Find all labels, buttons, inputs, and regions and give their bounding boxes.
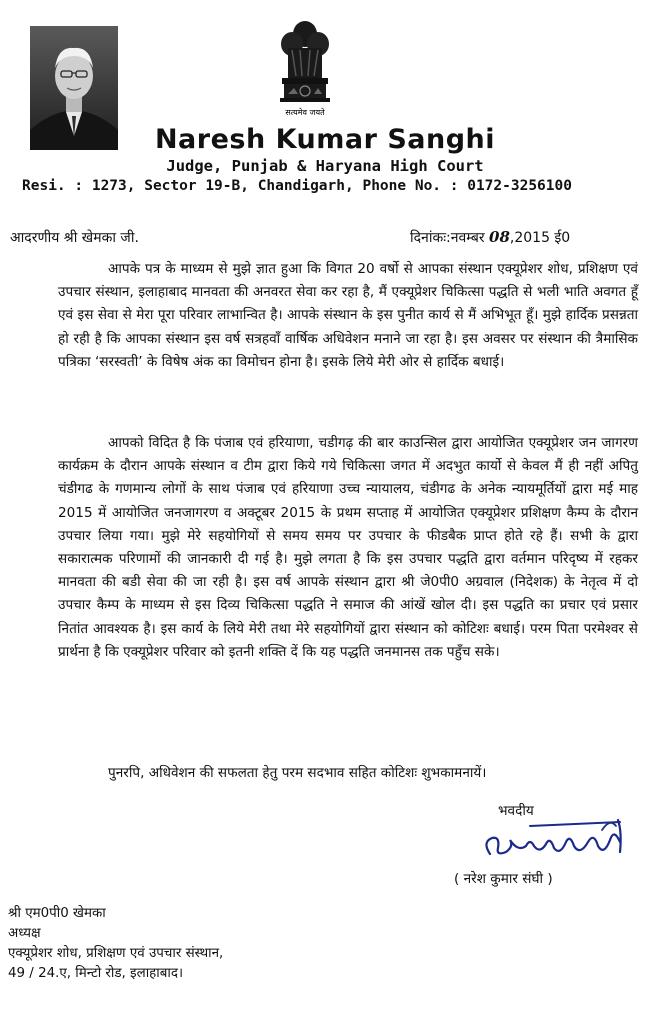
- closing: भवदीय: [498, 803, 534, 819]
- recipient-address: 49 / 24.ए, मिन्टो रोड, इलाहाबाद।: [8, 966, 184, 981]
- emblem-motto: सत्यमेव जयते: [285, 108, 325, 117]
- recipient-name: श्री एम0पी0 खेमका: [8, 906, 106, 921]
- signer-name: ( नरेश कुमार संघी ): [454, 871, 553, 887]
- body-paragraph-1: आपके पत्र के माध्यम से मुझे ज्ञात हुआ कि विगत 20 वर्षो से आपका संस्थान एक्यूप्रेशर शोध, प्रशिक्षण एवं उपचार संस्थान, इलाहाबाद मानवता की अनवरत सेवा कर रहा है, मैं एक्यूप्रेशर चिकित्सा पद्धति से भली भाति अवगत हूँ एवं इस सेवा से मेरा पूरा परिवार लाभान्वित है। आपके संस्थान के इस पुनीत कार्य से मैं अभिभूत हूँ। मुझे हार्दिक प्रसन्नता हो रही है कि आपका संस्थान इस वर्ष सत्रहवाँ वार्षिक अधिवेशन मनाने जा रहा है। इस अवसर पर संस्थान की त्रैमासिक पत्रिका ‘सरस्वती’ के विषेष अंक का विमोचन होना है। इसके लिये मेरी ओर से हार्दिक बधाई।: [58, 261, 638, 370]
- letter-date: [410, 228, 570, 247]
- letterhead-residence: Resi. : 1273, Sector 19-B, Chandigarh, Phone No. : 0172-3256100: [22, 178, 572, 194]
- date-prefix: दिनांकः:नवम्बर: [410, 230, 485, 246]
- recipient-block: [8, 904, 223, 984]
- body-paragraph-2: आपको विदित है कि पंजाब एवं हरियाणा, चडीगढ़ की बार काउन्सिल द्वारा आयोजित एक्यूप्रेशर जन जागरण कार्यक्रम के दौरान आपके संस्थान व टीम द्वारा किये गये चिकित्सा जगत में अदभुत कार्यो से केवल मैं ही नहीं अपितु चंडीगढ के गणमान्य लोगों के साथ पंजाब एवं हरियाणा उच्च न्यायालय, चंडीगढ के अनेक न्यायमूर्तियों द्वारा मई माह 2015 में आयोजित जनजागरण व अक्टूबर 2015 के प्रथम सप्ताह में आयोजित एक्यूप्रेशर प्रशिक्षण कैम्प के दौरान उपचार लिया गया। मुझे मेरे सहयोगियों से समय समय पर उपचार के फीडबैक प्राप्त होते रहे हैं। सभी के द्वारा सकारात्मक परिणामों की जानकारी दी गई है। मुझे लगता है कि इस उपचार पद्धति द्वारा वर्तमान परिदृष्य में रहकर मानवता की बडी सेवा की जा रही है। इस वर्ष आपके संस्थान द्वारा श्री जे0पी0 अग्रवाल (निदेशक) के नेतृत्व में दो उपचार कैम्प के माध्यम से इस दिव्य चिकित्सा पद्धति ने समाज की आंखें खोल दी। इस पद्धति का प्रचार एवं प्रसार नितांत आवश्यक है। इस कार्य के लिये मेरी तथा मेरे सहयोगियों द्वारा संस्थान को कोटिशः बधाई। परम पिता परमेश्वर से प्रार्थना है कि एक्यूप्रेशर परिवार को इतनी शक्ति दें कि यह पद्धति जनमानस तक पहुँच सके।: [58, 435, 638, 660]
- salutation: आदरणीय श्री खेमका जी.: [10, 230, 139, 246]
- letterhead-name: Naresh Kumar Sanghi: [154, 124, 496, 155]
- recipient-organization: एक्यूप्रेशर शोध, प्रशिक्षण एवं उपचार संस्थान,: [8, 946, 224, 961]
- date-suffix: ,2015 ई0: [509, 230, 571, 246]
- handwritten-signature: [470, 812, 640, 868]
- recipient-designation: अध्यक्ष: [8, 926, 41, 941]
- body-paragraph-3: पुनरपि, अधिवेशन की सफलता हेतु परम सदभाव सहित कोटिशः शुभकामनायें।: [108, 765, 487, 781]
- national-emblem-icon: [274, 14, 336, 118]
- date-day: 08: [489, 228, 510, 246]
- letterhead-title: Judge, Punjab & Haryana High Court: [166, 157, 484, 175]
